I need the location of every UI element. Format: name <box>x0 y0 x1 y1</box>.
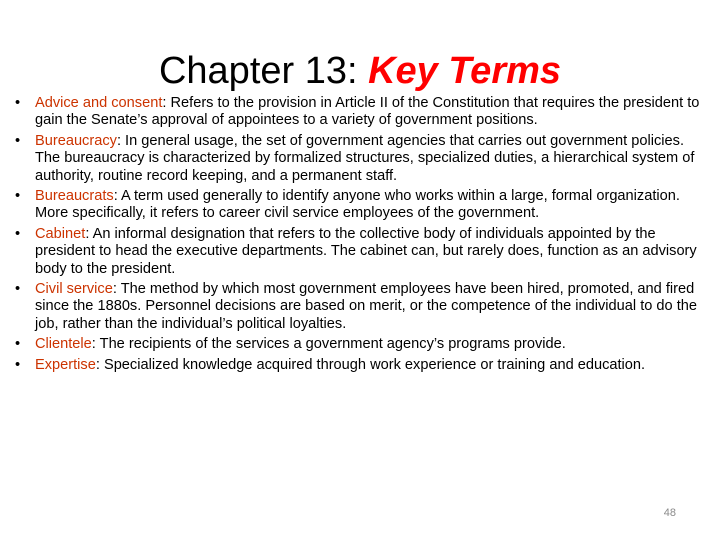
term-definition: A term used generally to identify anyone who works within a large, formal organization. More specifically, it refers to career civil service employees of the government. <box>35 188 680 222</box>
bullet-icon: • <box>15 95 21 111</box>
term-separator: : <box>116 132 121 149</box>
term-item-clientele <box>14 336 708 353</box>
term-item-bureaucrats <box>14 188 708 223</box>
term-item-bureaucracy <box>14 133 708 185</box>
term-separator: : <box>85 225 90 242</box>
term-item-expertise <box>14 357 708 374</box>
term-name: Bureaucrats <box>35 188 114 205</box>
bullet-icon: • <box>15 356 21 373</box>
term-definition: Specialized knowledge acquired through work experience or training and education. <box>99 356 646 373</box>
term-item-advice-and-consent <box>14 95 708 130</box>
bullet-icon: • <box>15 188 21 205</box>
term-item-civil-service <box>14 281 708 333</box>
bullet-icon: • <box>15 225 21 242</box>
term-definition: The recipients of the services a government agency’s programs provide. <box>95 336 566 353</box>
term-name: Advice and consent <box>35 95 163 111</box>
term-separator: : <box>113 188 118 205</box>
bullet-icon: • <box>15 281 21 298</box>
bullet-icon: • <box>15 132 21 149</box>
term-name: Expertise <box>35 356 96 373</box>
term-name: Clientele <box>35 336 92 353</box>
term-name: Civil service <box>35 281 113 298</box>
term-definition: In general usage, the set of government agencies that carries out government policies. The bureaucracy is characterized by formalized structures, specialized duties, a hierarchical system of authority, routine record keeping, and a permanent staff. <box>35 132 695 184</box>
key-terms-list <box>14 95 708 377</box>
term-separator: : <box>162 95 167 111</box>
term-separator: : <box>112 281 117 298</box>
term-item-cabinet <box>14 226 708 278</box>
term-definition: An informal designation that refers to the collective body of individuals appointed by the president to head the executive departments. The cabinet can, but rarely does, function as an advisory body to the president. <box>35 225 697 277</box>
title-accent: Key Terms <box>368 50 562 93</box>
term-name: Bureaucracy <box>35 132 117 149</box>
term-name: Cabinet <box>35 225 86 242</box>
page-number: 48 <box>663 507 676 519</box>
term-definition: The method by which most government employees have been hired, promoted, and fired since the 1880s. Personnel decisions are based on merit, or the competence of the individual to do the job, rather than the individual’s political loyalties. <box>35 281 697 332</box>
term-separator: : <box>95 356 100 373</box>
bullet-icon: • <box>15 336 21 353</box>
slide-title <box>0 47 720 95</box>
title-prefix: Chapter 13: <box>158 50 369 93</box>
term-separator: : <box>91 336 96 353</box>
term-definition: Refers to the provision in Article II of the Constitution that requires the president to gain the Senate’s approval of appointees to a variety of government positions. <box>35 95 700 129</box>
